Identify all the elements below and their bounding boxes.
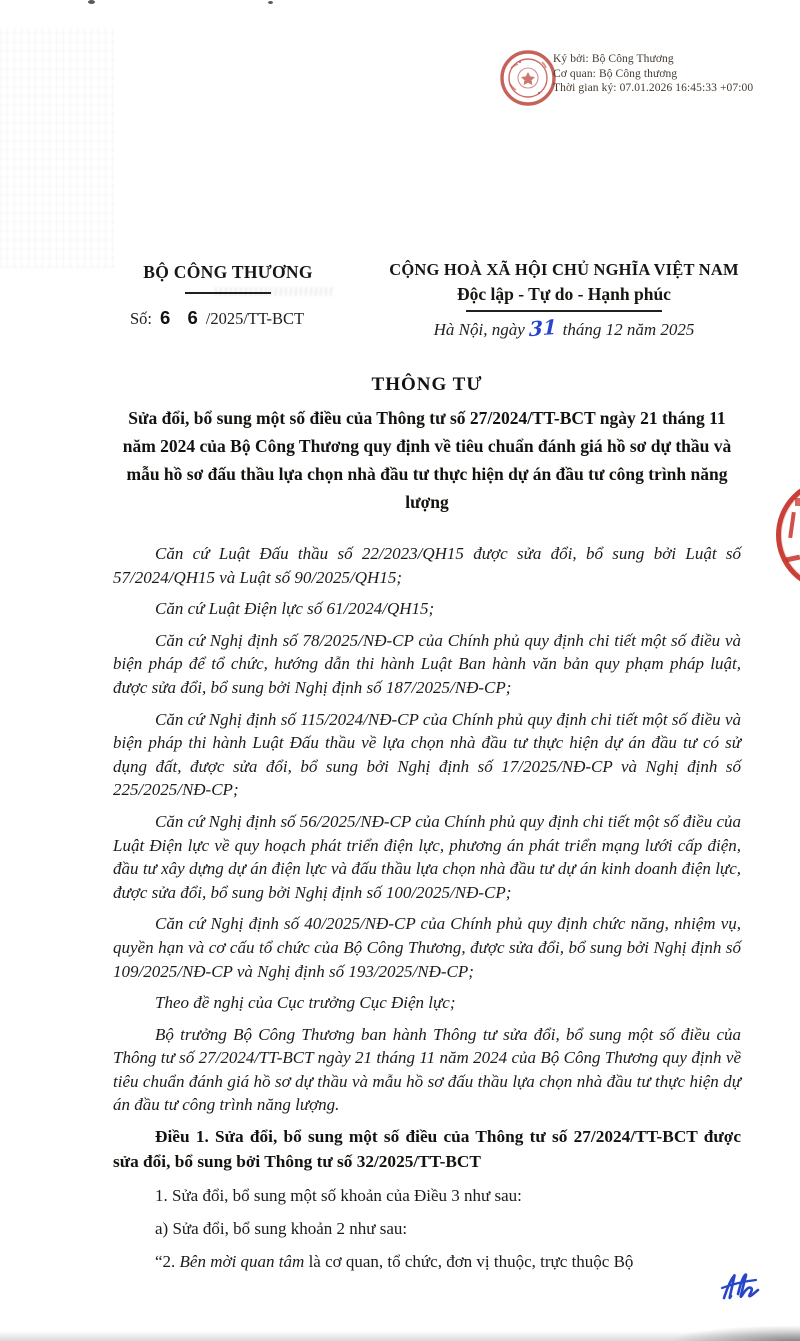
quote-defined-term: Bên mời quan tâm xyxy=(179,1252,305,1272)
date-line xyxy=(368,314,760,342)
handwritten-initial-icon xyxy=(714,1268,766,1308)
signature-time: Thời gian ký: 07.01.2026 16:45:33 +07:00 xyxy=(553,82,754,94)
preamble-paragraph: Căn cứ Luật Điện lực số 61/2024/QH15; xyxy=(155,599,435,619)
scan-noise-artifact xyxy=(0,28,115,268)
date-suffix: tháng 12 năm 2025 xyxy=(562,320,695,339)
org-underline xyxy=(185,292,271,294)
header-issuing-org xyxy=(118,262,338,329)
national-motto: Độc lập - Tự do - Hạnh phúc xyxy=(457,284,671,304)
preamble-paragraph: Căn cứ Nghị định số 40/2025/NĐ-CP của Chính phủ quy định chức năng, nhiệm vụ, quyền hạn và cơ cấu tổ chức của Bộ Công Thương, được sửa đổi, bổ sung bởi Nghị định số 109/2025/NĐ-CP và Nghị định số 193/2025/NĐ-CP; xyxy=(113,914,741,981)
preamble-paragraph: Căn cứ Luật Đấu thầu số 22/2023/QH15 được sửa đổi, bổ sung bởi Luật số 57/2024/QH15 và Luật số 90/2025/QH15; xyxy=(113,544,741,587)
scan-smudge xyxy=(670,1325,800,1341)
date-prefix: Hà Nội, ngày xyxy=(433,320,525,339)
preamble-paragraph: Căn cứ Nghị định số 78/2025/NĐ-CP của Chính phủ quy định chi tiết một số điều và biện pháp để tổ chức, hướng dẫn thi hành Luật Ban hành văn bản quy phạm pháp luật, được sửa đổi, bổ sung bởi Nghị định số 187/2025/NĐ-CP; xyxy=(113,630,741,697)
article-1-heading: Điều 1. Sửa đổi, bổ sung một số điều của Thông tư số 27/2024/TT-BCT được sửa đổi, bổ sung bởi Thông tư số 32/2025/TT-BCT xyxy=(113,1127,741,1171)
quote-prefix: “2. xyxy=(155,1252,180,1272)
preamble-paragraph: Căn cứ Nghị định số 115/2024/NĐ-CP của Chính phủ quy định chi tiết một số điều và biện pháp thi hành Luật Đấu thầu về lựa chọn nhà đầu tư thực hiện dự án đầu tư có sử dụng đất, được sửa đổi, bổ sung bởi Nghị định số 17/2025/NĐ-CP và Nghị định số 225/2025/NĐ-CP; xyxy=(113,709,741,800)
scan-shadow xyxy=(0,1331,800,1341)
national-title: CỘNG HOÀ XÃ HỘI CHỦ NGHĨA VIỆT NAM xyxy=(389,260,739,279)
preamble-paragraph: Bộ trưởng Bộ Công Thương ban hành Thông tư sửa đổi, bổ sung một số điều của Thông tư số 27/2024/TT-BCT ngày 21 tháng 11 năm 2024 của Bộ Công Thương quy định về tiêu chuẩn đánh giá hồ sơ dự thầu và mẫu hồ sơ đấu thầu lựa chọn nhà đầu tư thực hiện dự án đầu tư công trình năng lượng. xyxy=(113,1024,741,1115)
clause-a: a) Sửa đổi, bổ sung khoản 2 như sau: xyxy=(155,1219,408,1239)
scan-speck xyxy=(268,1,273,4)
document-subject: Sửa đổi, bổ sung một số điều của Thông tư số 27/2024/TT-BCT ngày 21 tháng 11 năm 2024 của Bộ Công Thương quy định về tiêu chuẩn đánh giá hồ sơ dự thầu và mẫu hồ sơ đấu thầu lựa chọn nhà đầu tư thực hiện dự án đầu tư công trình năng lượng xyxy=(122,408,732,512)
signature-agency: Cơ quan: Bộ Công thương xyxy=(553,67,678,80)
handwritten-day: 31 xyxy=(528,314,557,342)
scan-speck xyxy=(88,0,95,4)
number-value-stamped: 6 6 xyxy=(160,307,204,328)
document-number xyxy=(118,307,338,329)
seal-inner-mark xyxy=(795,498,800,506)
document-body xyxy=(113,374,741,1283)
preamble-paragraph: Theo đề nghị của Cục trưởng Cục Điện lực; xyxy=(155,993,456,1013)
clause-quote xyxy=(113,1250,741,1274)
motto-underline xyxy=(466,310,662,312)
document-type-title: THÔNG TƯ xyxy=(371,374,483,395)
ministry-seal-icon xyxy=(498,48,558,108)
number-suffix: /2025/TT-BCT xyxy=(205,309,305,328)
signature-signer: Ký bởi: Bộ Công Thương xyxy=(553,53,674,65)
preamble-section xyxy=(113,542,741,1117)
clause-1: 1. Sửa đổi, bổ sung một số khoản của Điều 3 như sau: xyxy=(155,1186,522,1206)
preamble-paragraph: Căn cứ Nghị định số 56/2025/NĐ-CP của Chính phủ quy định chi tiết một số điều của Luật Điện lực về quy hoạch phát triển điện lực, phương án phát triển mạng lưới cấp điện, đầu tư xây dựng dự án điện lực và đấu thầu lựa chọn nhà đầu tư dự án kinh doanh điện lực, được sửa đổi, bổ sung bởi Nghị định số 100/2025/NĐ-CP; xyxy=(113,811,741,902)
header-national-motto xyxy=(368,260,760,340)
quote-rest: là cơ quan, tổ chức, đơn vị thuộc, trực thuộc Bộ xyxy=(304,1252,634,1272)
org-name: BỘ CÔNG THƯƠNG xyxy=(143,262,313,282)
number-label: Số: xyxy=(130,309,153,328)
